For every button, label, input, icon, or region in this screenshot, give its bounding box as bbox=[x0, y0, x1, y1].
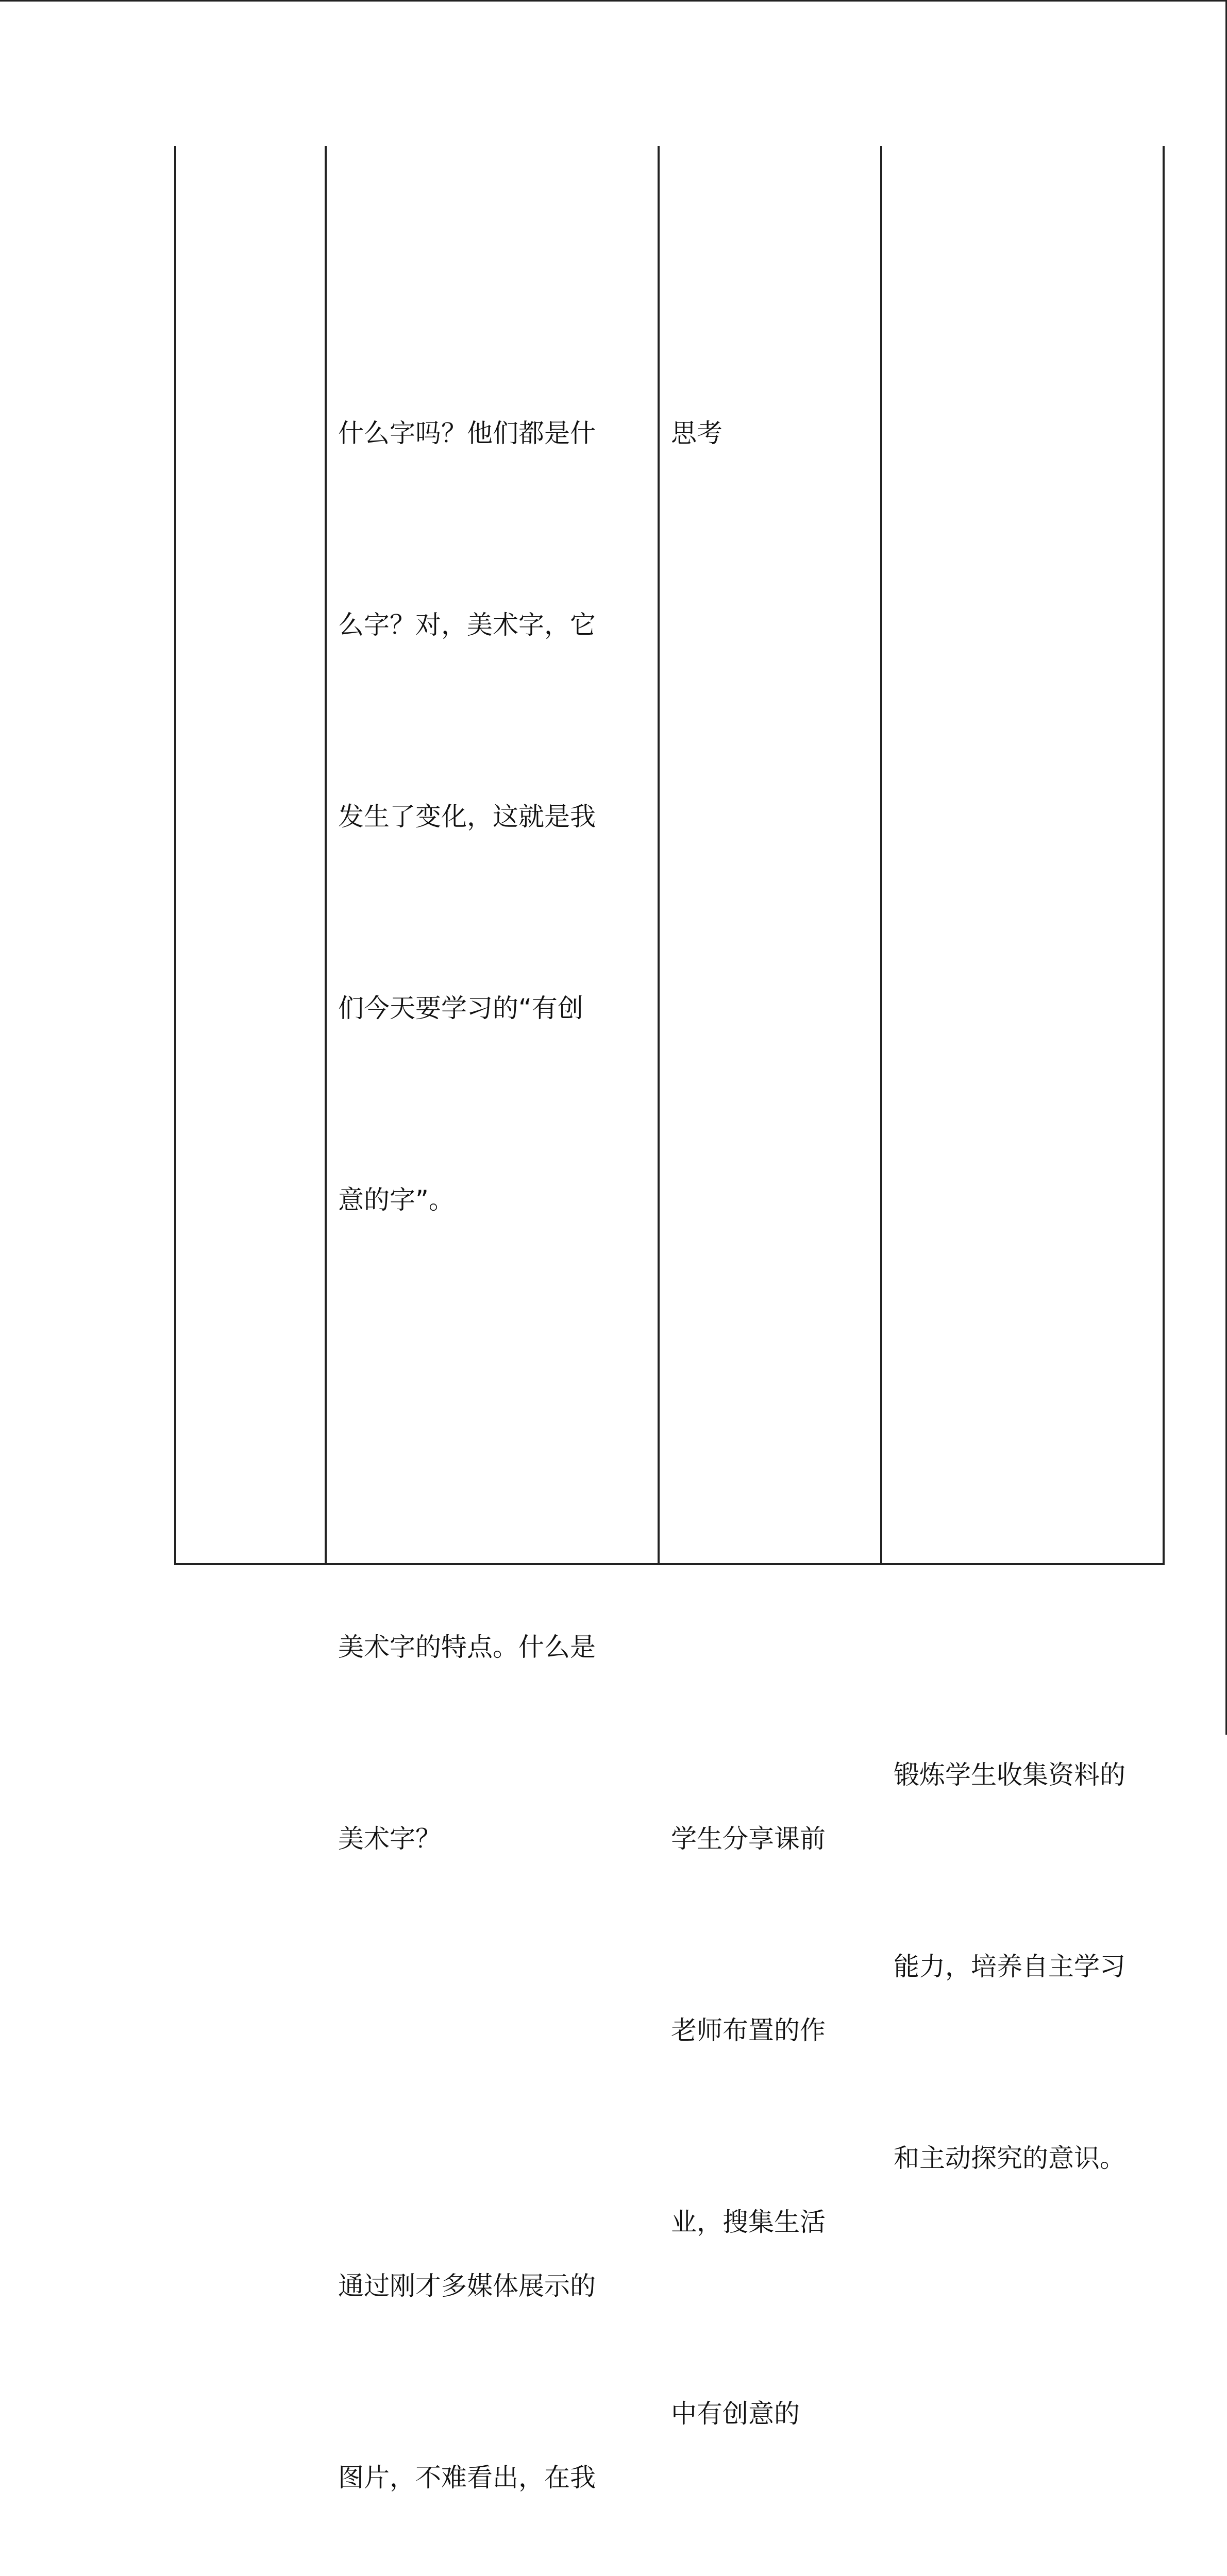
student-text-block-2 bbox=[671, 1679, 877, 2576]
text-line: 什么字吗？他们都是什 bbox=[338, 418, 596, 448]
text-line: 思考 bbox=[671, 418, 722, 448]
table-column-line bbox=[174, 146, 176, 1565]
text-line: 意的字”。 bbox=[338, 1185, 455, 1215]
teacher-activity-cell bbox=[338, 146, 652, 2576]
text-line: 发生了变化，这就是我 bbox=[338, 802, 596, 832]
table-column-line bbox=[325, 146, 327, 1565]
text-line: 业，搜集生活 bbox=[671, 2207, 826, 2237]
text-line: 通过刚才多媒体展示的 bbox=[338, 2271, 596, 2301]
blank-line bbox=[894, 465, 1162, 529]
blank-line bbox=[894, 1423, 1162, 1487]
text-line: 么字？对，美术字，它 bbox=[338, 610, 596, 640]
intent-text-block-1 bbox=[894, 1615, 1162, 2318]
student-text-block-1 bbox=[671, 274, 877, 593]
teacher-text-block-2 bbox=[338, 1487, 652, 1998]
blank-line bbox=[671, 721, 877, 785]
blank-line bbox=[894, 274, 1162, 337]
table-column-line bbox=[1163, 146, 1165, 1565]
blank-line bbox=[894, 849, 1162, 912]
text-line: 能力，培养自主学习 bbox=[894, 1952, 1125, 1981]
text-line: 中有创意的 bbox=[671, 2399, 800, 2429]
blank-line bbox=[894, 657, 1162, 721]
text-line: 美术字的特点。什么是 bbox=[338, 1632, 596, 1662]
page-top-border bbox=[0, 0, 1227, 2]
blank-line bbox=[894, 2446, 1162, 2510]
student-activity-cell bbox=[671, 146, 877, 2576]
text-line: 老师布置的作 bbox=[671, 2015, 826, 2045]
text-line bbox=[671, 2573, 877, 2576]
text-line: 们今天要学习的“有创 bbox=[338, 993, 583, 1023]
blank-line bbox=[671, 1487, 877, 1551]
teacher-text-block-3 bbox=[338, 2126, 652, 2576]
table-column-line bbox=[880, 146, 882, 1565]
text-line: 和主动探究的意识。 bbox=[894, 2143, 1125, 2173]
teacher-text-block-1 bbox=[338, 274, 652, 1360]
blank-line bbox=[894, 1040, 1162, 1104]
lesson-plan-table bbox=[174, 146, 1165, 2493]
blank-line bbox=[671, 1104, 877, 1168]
text-line: 图片，不难看出，在我 bbox=[338, 2463, 596, 2493]
text-line: 锻炼学生收集资料的 bbox=[894, 1760, 1125, 1790]
text-line: 学生分享课前 bbox=[671, 1824, 826, 1854]
text-line: 美术字？ bbox=[338, 1824, 441, 1854]
blank-line bbox=[894, 1232, 1162, 1296]
design-intent-cell bbox=[894, 146, 1162, 2576]
blank-line bbox=[671, 1296, 877, 1360]
blank-line bbox=[671, 912, 877, 976]
table-column-line bbox=[658, 146, 660, 1565]
